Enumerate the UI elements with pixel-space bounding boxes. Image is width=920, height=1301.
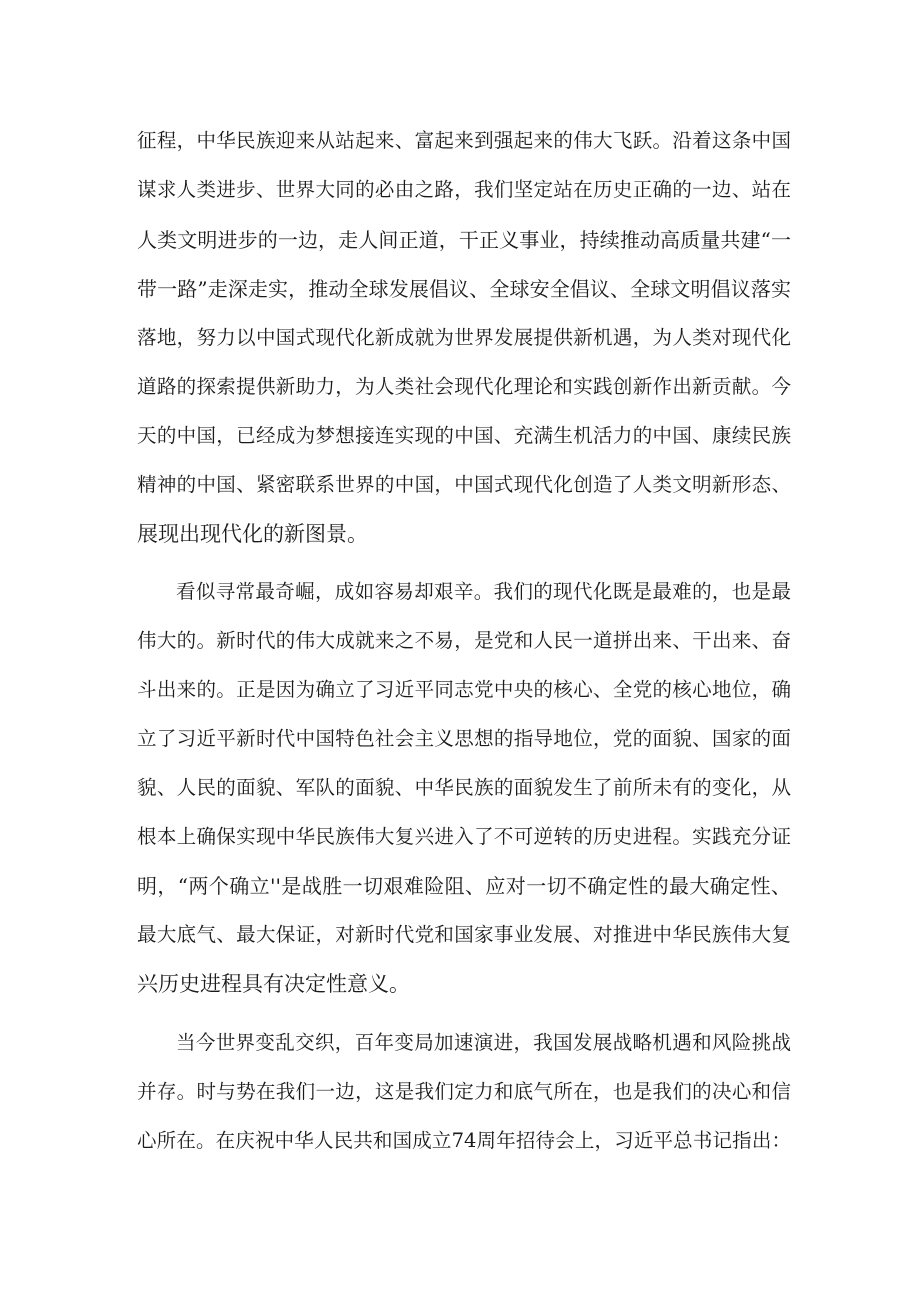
paragraph-3-line-3: 心所在。在庆祝中华人民共和国成立74周年招待会上，习近平总书记指出： xyxy=(137,1129,791,1152)
paragraph-2-line-2: 伟大的。新时代的伟大成就来之不易，是党和人民一道拼出来、干出来、奋 xyxy=(137,629,791,652)
paragraph-1-line-7: 天的中国，已经成为梦想接连实现的中国、充满生机活力的中国、康续民族 xyxy=(137,424,791,447)
paragraph-2-line-1: 看似寻常最奇崛，成如容易却艰辛。我们的现代化既是最难的，也是最 xyxy=(176,580,791,603)
paragraph-2-line-5: 貌、人民的面貌、军队的面貌、中华民族的面貌发生了前所未有的变化，从 xyxy=(137,776,791,799)
paragraph-2-line-8: 最大底气、最大保证，对新时代党和国家事业发展、对推进中华民族伟大复 xyxy=(137,923,791,946)
paragraph-1-line-8: 精神的中国、紧密联系世界的中国，中国式现代化创造了人类文明新形态、 xyxy=(137,473,791,496)
paragraph-1-line-3: 人类文明进步的一边，走人间正道，干正义事业，持续推动高质量共建“一 xyxy=(137,228,791,252)
paragraph-2-line-9: 兴历史进程具有决定性意义。 xyxy=(137,972,410,996)
paragraph-3-line-1: 当今世界变乱交织，百年变局加速演进，我国发展战略机遇和风险挑战 xyxy=(176,1031,791,1054)
paragraph-2-line-3: 斗出来的。正是因为确立了习近平同志党中央的核心、全党的核心地位，确 xyxy=(137,678,791,701)
paragraph-1-line-9: 展现出现代化的新图景。 xyxy=(137,522,368,546)
paragraph-1-line-2: 谋求人类进步、世界大同的必由之路，我们坚定站在历史正确的一边、站在 xyxy=(137,178,791,201)
paragraph-3-line-2: 并存。时与势在我们一边，这是我们定力和底气所在，也是我们的决心和信 xyxy=(137,1080,791,1103)
paragraph-2-line-6: 根本上确保实现中华民族伟大复兴进入了不可逆转的历史进程。实践充分证 xyxy=(137,825,791,848)
paragraph-1-line-6: 道路的探索提供新助力，为人类社会现代化理论和实践创新作出新贡献。今 xyxy=(137,375,791,398)
paragraph-1-line-5: 落地，努力以中国式现代化新成就为世界发展提供新机遇，为人类对现代化 xyxy=(137,326,791,349)
paragraph-1-line-4: 带一路”走深走实，推动全球发展倡议、全球安全倡议、全球文明倡议落实 xyxy=(137,277,791,301)
paragraph-1-line-1: 征程，中华民族迎来从站起来、富起来到强起来的伟大飞跃。沿着这条中国 xyxy=(137,129,791,152)
paragraph-2-line-4: 立了习近平新时代中国特色社会主义思想的指导地位，党的面貌、国家的面 xyxy=(137,727,791,750)
paragraph-2-line-7: 明，“两个确立''是战胜一切艰难险阻、应对一切不确定性的最大确定性、 xyxy=(137,874,791,898)
